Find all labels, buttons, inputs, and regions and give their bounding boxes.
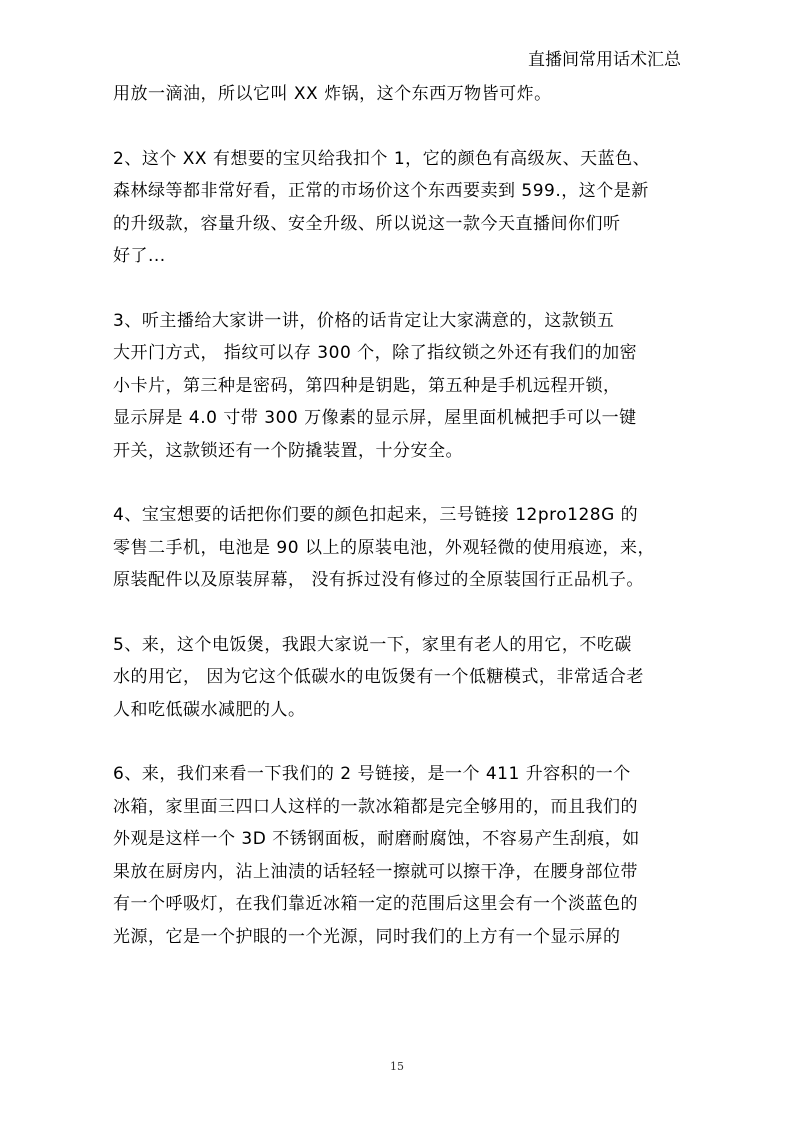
- text-line: 原装配件以及原装屏幕， 没有拆过没有修过的全原装国行正品机子。: [113, 570, 644, 590]
- text-line: 零售二手机，电池是 90 以上的原装电池，外观轻微的使用痕迹，来，: [113, 537, 655, 558]
- paragraph: [113, 758, 685, 953]
- paragraph-spacer: [113, 111, 685, 143]
- paragraph: [113, 629, 685, 727]
- text-line: 3、听主播给大家讲一讲，价格的话肯定让大家满意的，这款锁五: [113, 310, 615, 331]
- text-line: 水的用它， 因为它这个低碳水的电饭煲有一个低糖模式，非常适合老: [113, 667, 644, 687]
- text-line: 好了...: [113, 246, 166, 266]
- text-line: 果放在厨房内，沾上油渍的话轻轻一擦就可以擦干净，在腰身部位带: [113, 861, 638, 882]
- text-line: 6、来，我们来看一下我们的 2 号链接，是一个 411 升容积的一个: [113, 764, 631, 784]
- paragraph: [113, 305, 685, 468]
- text-line: 4、宝宝想要的话把你们要的颜色扣起来，三号链接 12pro128G 的: [113, 505, 639, 525]
- paragraph-spacer: [113, 726, 685, 758]
- paragraph: [113, 143, 685, 273]
- text-line: 显示屏是 4.0 寸带 300 万像素的显示屏，屋里面机械把手可以一键: [113, 408, 637, 428]
- page-number: 15: [390, 1060, 404, 1073]
- paragraph: [113, 499, 685, 597]
- text-line: 开关，这款锁还有一个防撬装置，十分安全。: [113, 440, 463, 461]
- page-header: 直播间常用话术汇总: [528, 50, 681, 70]
- text-line: 用放一滴油，所以它叫 XX 炸锅，这个东西万物皆可炸。: [113, 84, 552, 104]
- paragraph-spacer: [113, 273, 685, 305]
- text-line: 外观是这样一个 3D 不锈钢面板，耐磨耐腐蚀，不容易产生刮痕，如: [113, 829, 640, 849]
- text-line: 大开门方式， 指纹可以存 300 个，除了指纹锁之外还有我们的加密: [113, 343, 638, 363]
- text-line: 的升级款，容量升级、安全升级、所以说这一款今天直播间你们听: [113, 213, 621, 234]
- paragraph-spacer: [113, 597, 685, 629]
- text-line: 小卡片，第三种是密码，第四种是钥匙，第五种是手机远程开锁，: [113, 375, 621, 396]
- text-line: 人和吃低碳水减肥的人。: [113, 699, 306, 720]
- paragraph-spacer: [113, 467, 685, 499]
- document-body: [113, 78, 685, 953]
- text-line: 光源，它是一个护眼的一个光源，同时我们的上方有一个显示屏的: [113, 926, 621, 947]
- text-line: 有一个呼吸灯，在我们靠近冰箱一定的范围后这里会有一个淡蓝色的: [113, 894, 638, 914]
- text-line: 2、这个 XX 有想要的宝贝给我扣个 1，它的颜色有高级灰、天蓝色、: [113, 148, 651, 169]
- text-line: 森林绿等都非常好看，正常的市场价这个东西要卖到 599.，这个是新: [113, 181, 649, 201]
- text-line: 冰箱，家里面三四口人这样的一款冰箱都是完全够用的，而且我们的: [113, 796, 638, 817]
- text-line: 5、来，这个电饭煲，我跟大家说一下，家里有老人的用它，不吃碳: [113, 634, 632, 655]
- paragraph: [113, 78, 685, 111]
